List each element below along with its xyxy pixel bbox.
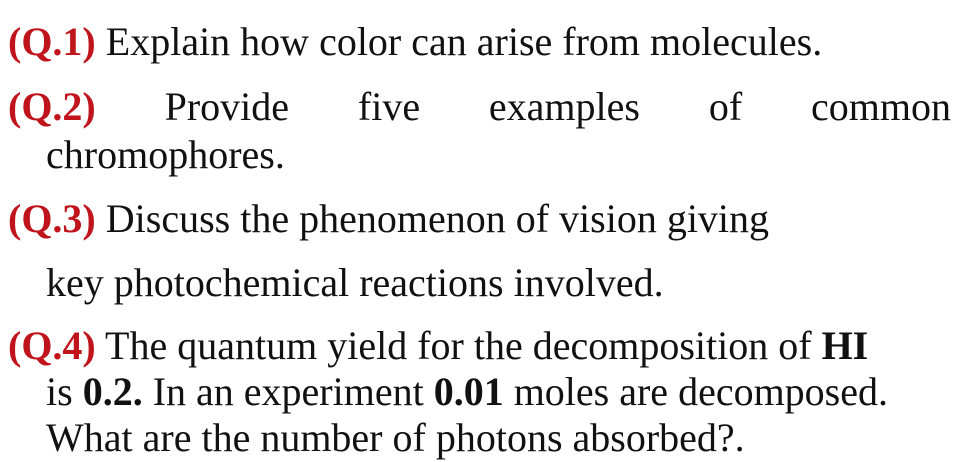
question-4-text-2a: is (46, 369, 73, 414)
question-4-moles: 0.01 (433, 369, 504, 414)
question-2-line-2 (46, 131, 951, 179)
question-3-text-2: key photochemical reactions involved. (46, 260, 664, 305)
question-3-text-1: Discuss the phenomenon of vision giving (105, 196, 770, 241)
question-4-label: (Q.4) (8, 323, 96, 368)
question-2-line-1 (8, 83, 951, 131)
question-3-line-1 (8, 195, 951, 243)
question-4-quantum-yield: 0.2. (82, 369, 143, 414)
question-4-line-1 (8, 322, 951, 370)
question-4-text-2c: moles are decomposed. (513, 369, 889, 414)
question-4-text-3: What are the number of photons absorbed?. (46, 415, 745, 460)
question-1-label: (Q.1) (8, 19, 96, 64)
question-1-text: Explain how color can arise from molecules. (105, 19, 823, 64)
question-4-line-3 (46, 414, 951, 462)
question-2-word-4: of (708, 84, 743, 129)
question-2-word-3: examples (488, 84, 640, 129)
question-2-continuation: chromophores. (46, 132, 285, 177)
question-2-word-2: five (357, 84, 421, 129)
question-3-line-2 (46, 259, 951, 307)
question-3-label: (Q.3) (8, 196, 96, 241)
question-4-formula: HI (821, 323, 869, 368)
question-2-word-1: Provide (164, 84, 290, 129)
question-4-line-2 (46, 368, 951, 416)
question-1 (8, 18, 951, 66)
question-4-text-2b: In an experiment (152, 369, 424, 414)
question-4-text-1: The quantum yield for the decomposition of (105, 323, 812, 368)
question-2-word-5: common (811, 84, 951, 129)
question-2-label: (Q.2) (8, 84, 96, 129)
